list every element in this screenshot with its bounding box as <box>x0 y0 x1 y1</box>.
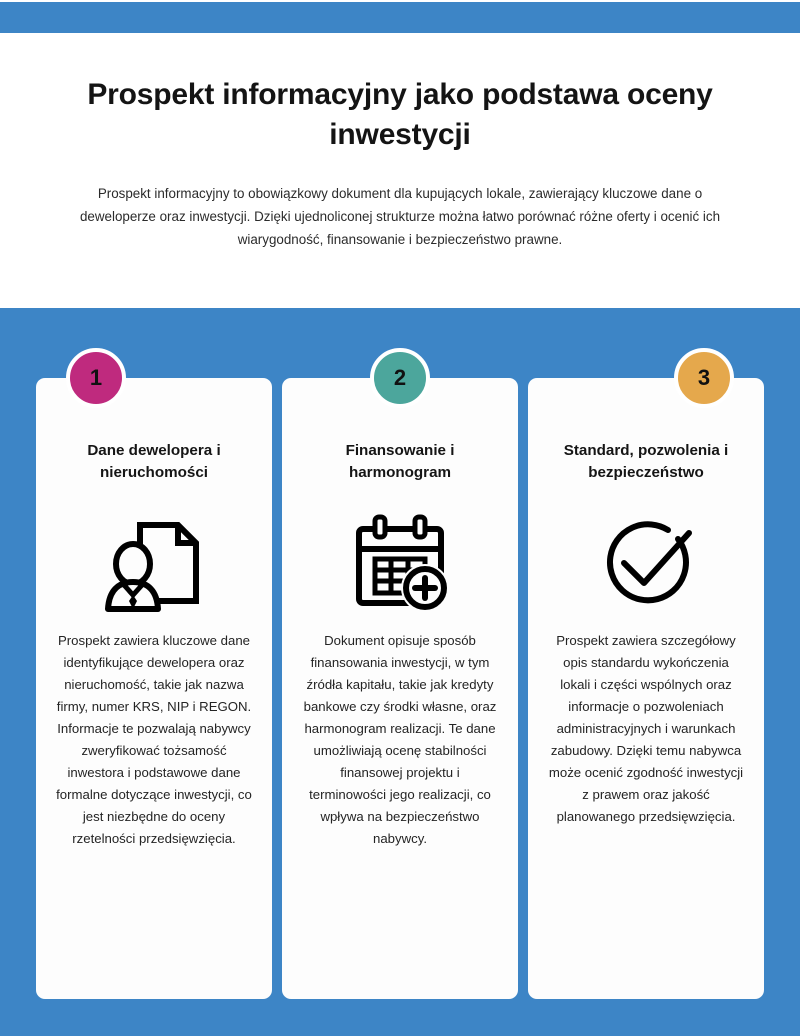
card-number-badge-2 <box>370 348 430 408</box>
card-number-badge-1 <box>66 348 126 408</box>
card-title: Finansowanie i harmonogram <box>345 442 455 482</box>
calendar-plus-icon <box>348 502 452 620</box>
card-title: Dane dewelopera i nieruchomości <box>87 442 221 482</box>
card-number-label: 3 <box>697 365 711 390</box>
cards-container <box>36 365 764 999</box>
card-body: Prospekt zawiera szczegółowy opis standardu wykończenia lokali i części wspólnych oraz informacje o pozwoleniach administracyjnych i warunkach zabudowy. Dzięki temu nabywca może ocenić zgodność inwestycji z prawem oraz jakość planowanego przedsięwzięcia. <box>548 633 744 824</box>
card-body: Prospekt zawiera kluczowe dane identyfikujące dewelopera oraz nieruchomość, takie jak nazwa firmy, numer KRS, NIP i REGON. Informacje te pozwalają nabywcy zweryfikować tożsamość inwestora i podstawowe dane formalne dotyczące inwestycji, co jest niezbędne do oceny rzetelności przedsięwzięcia. <box>56 633 252 846</box>
card-body: Dokument opisuje sposób finansowania inwestycji, w tym źródła kapitału, takie jak kredyty bankowe czy środki własne, oraz harmonogram realizacji. Te dane umożliwiają ocenę stabilności finansowej projektu i terminowości jego realizacji, co wpływa na bezpieczeństwo nabywcy. <box>303 633 497 846</box>
card-finansowanie-harmonogram[interactable] <box>282 365 518 999</box>
card-dane-dewelopera[interactable] <box>36 365 272 999</box>
page-subtitle: Prospekt informacyjny to obowiązkowy dokument dla kupujących lokale, zawierający kluczowe dane o deweloperze oraz inwestycji. Dzięki ujednoliconej strukturze można łatwo porównać różne oferty i ocenić ich wiarygodność, finansowanie i bezpieczeństwo prawne. <box>79 186 721 248</box>
top-accent-bar <box>0 2 800 33</box>
person-document-icon <box>102 502 206 620</box>
card-title: Standard, pozwolenia i bezpieczeństwo <box>563 442 729 482</box>
header-section <box>0 33 800 308</box>
card-standard-pozwolenia[interactable] <box>528 365 764 999</box>
card-number-label: 1 <box>89 365 103 390</box>
page-title: Prospekt informacyjny jako podstawa oceny inwestycji <box>87 78 713 151</box>
card-number-badge-3 <box>674 348 734 408</box>
card-number-label: 2 <box>393 365 407 390</box>
circle-check-icon <box>594 502 698 620</box>
